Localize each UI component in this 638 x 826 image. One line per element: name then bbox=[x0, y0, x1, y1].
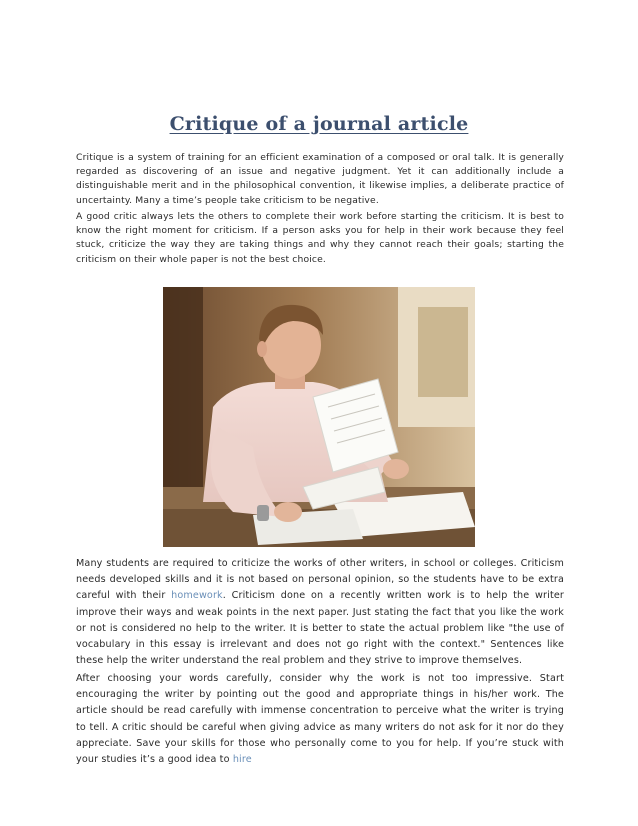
paragraph-intro: Critique is a system of training for an efficient examination of a composed or oral talk. It is generally regarded as discovering of an issue and negative judgment. Yet it can additionally include a distinguishable merit and in the philosophical convention, it likewise implies, a deliberate practice of uncertainty. Many a time’s people take criticism to be negative. bbox=[76, 152, 564, 206]
student-reading-illustration bbox=[163, 287, 475, 547]
paragraph-students-criticism bbox=[76, 556, 564, 669]
paragraph-choosing-words bbox=[76, 671, 564, 768]
paragraph-good-critic: A good critic always lets the others to complete their work before starting the criticism. It is best to know the right moment for criticism. If a person asks you for help in their work because they feel stuck, criticize the way they are taking things and why they cannot reach their goals; starting the criticism on their whole paper is not the best choice. bbox=[76, 211, 564, 265]
homework-link[interactable]: homework bbox=[171, 590, 223, 602]
paragraph-4-text: After choosing your words carefully, consider why the work is not too impressive. Start encouraging the writer by pointing out the good and appropriate things in his/her work. The article should be read carefully with immense concentration to perceive what the writer is trying to tell. A critic should be careful when giving advice as many writers do not ask for it nor do they appreciate. Save your skills for those who personally come to you for help. If you’re stuck with your studies it’s a good idea to bbox=[76, 673, 564, 766]
paragraph-3-text-end: . Criticism done on a recently written work is to help the writer improve their ways and weak points in the next paper. Just stating the fact that you like the work or not is considered no help to the writer. It is better to state the actual problem like "the use of vocabulary in this essay is irrelevant and does not go right with the context." Sentences like these help the writer understand the real problem and they strive to improve themselves. bbox=[76, 590, 565, 667]
student-reading-photo bbox=[163, 287, 475, 547]
hire-link[interactable]: hire bbox=[232, 754, 252, 766]
document-title: Critique of a journal article bbox=[169, 112, 469, 135]
paragraph-3-text-start: Many students are required to criticize the works of other writers, in school or colleges. Criticism needs developed skills and it is not based on personal opinion, so the students have to be extra careful with their bbox=[76, 558, 564, 602]
